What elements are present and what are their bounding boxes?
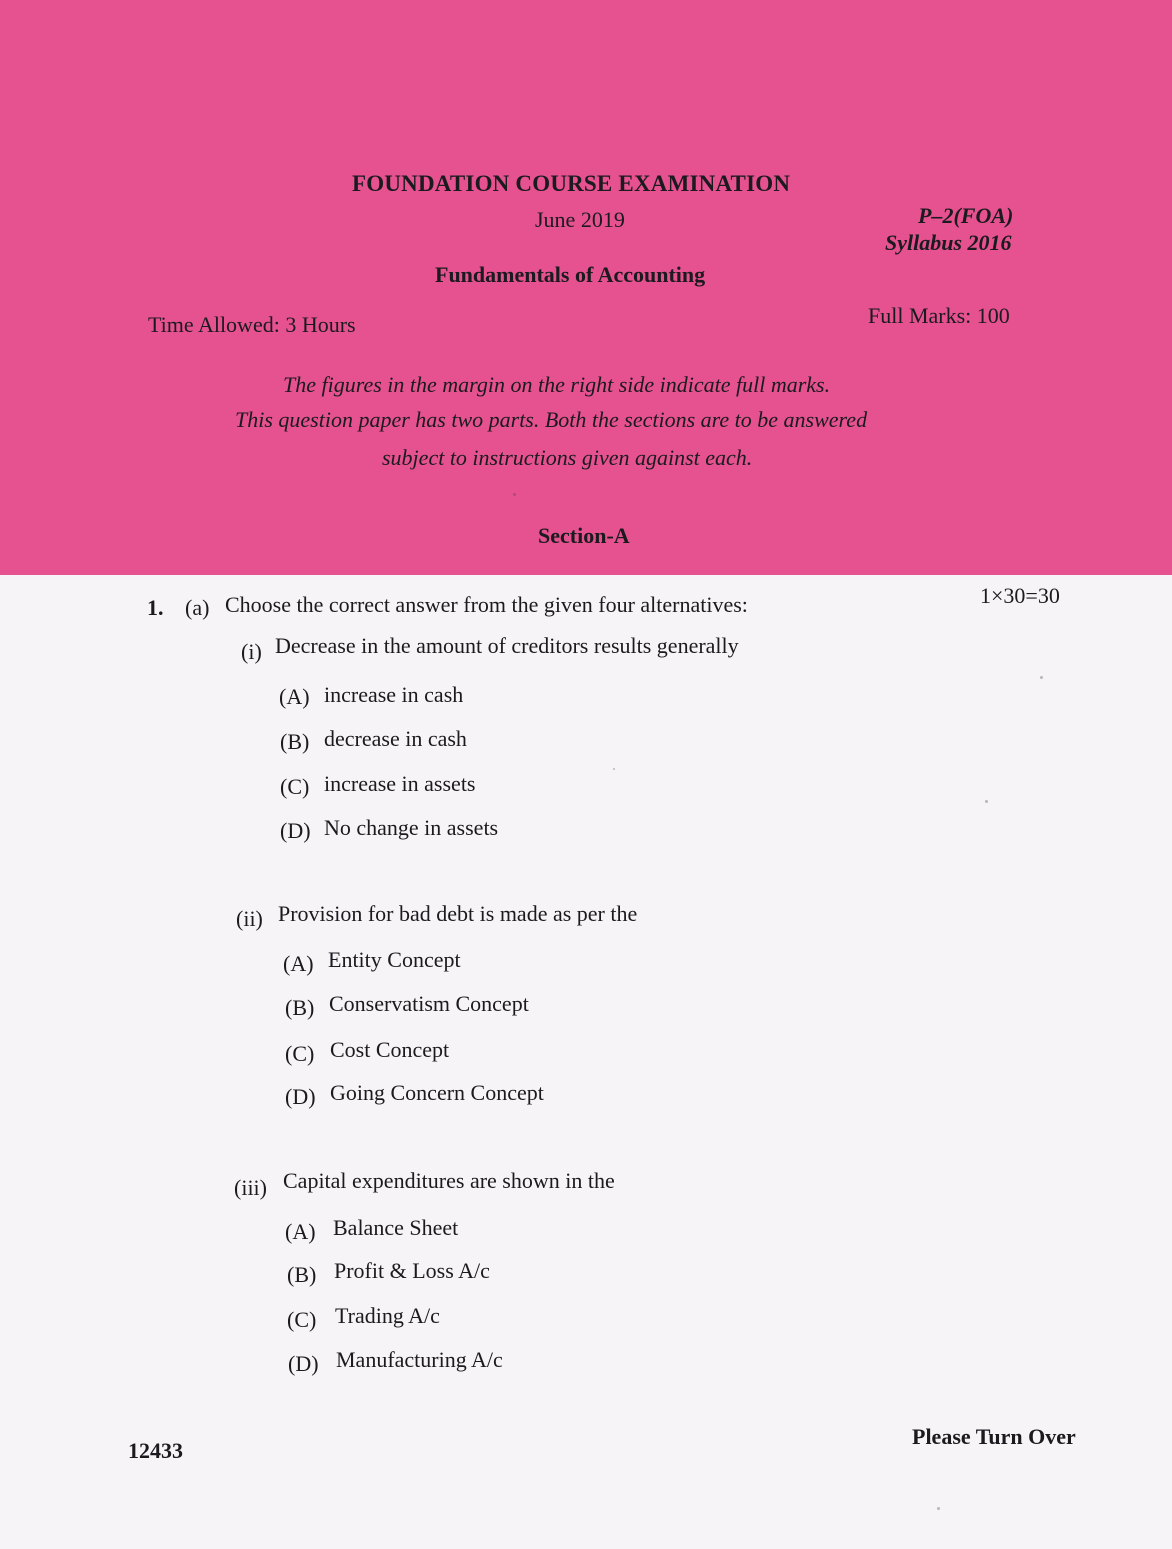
question-part-label: (a) [185,595,210,620]
scan-speck [613,768,615,770]
option-text: Cost Concept [330,1037,450,1062]
subquestion-label: (ii) [236,906,263,931]
instruction-line-1: The figures in the margin on the right side indicate full marks. [283,372,831,397]
header-band [0,0,1172,575]
option-label: (A) [279,684,310,709]
option-text: increase in assets [324,771,476,796]
full-marks: Full Marks: 100 [868,303,1010,328]
option-label: (C) [280,774,310,799]
option-label: (B) [285,995,315,1020]
subquestion-label: (iii) [234,1175,267,1200]
subquestion-text: Decrease in the amount of creditors results generally [275,633,739,658]
time-allowed: Time Allowed: 3 Hours [148,312,356,337]
option-label: (D) [288,1351,319,1376]
option-label: (A) [283,951,314,976]
option-text: increase in cash [324,682,464,707]
exam-date: June 2019 [535,207,625,232]
subject-title: Fundamentals of Accounting [435,262,706,287]
subquestion-text: Capital expenditures are shown in the [283,1168,615,1193]
scan-speck [513,493,516,496]
option-label: (C) [285,1041,315,1066]
paper-serial-code: 12433 [128,1438,183,1463]
option-label: (A) [285,1219,316,1244]
option-label: (B) [287,1262,317,1287]
instruction-line-3: subject to instructions given against each. [382,445,753,470]
option-text: Profit & Loss A/c [334,1258,490,1283]
question-marks: 1×30=30 [980,583,1060,608]
option-text: Conservatism Concept [329,991,529,1016]
section-title: Section-A [538,523,630,548]
option-text: Balance Sheet [333,1215,459,1240]
please-turn-over: Please Turn Over [912,1424,1076,1449]
scan-speck [937,1507,940,1510]
option-label: (D) [285,1084,316,1109]
question-number: 1. [147,595,164,620]
option-text: Going Concern Concept [330,1080,544,1105]
paper-code: P–2(FOA) [918,203,1014,228]
subquestion-label: (i) [241,639,262,664]
option-text: No change in assets [324,815,499,840]
syllabus: Syllabus 2016 [885,230,1012,255]
option-text: Trading A/c [335,1303,440,1328]
option-text: decrease in cash [324,726,467,751]
exam-title: FOUNDATION COURSE EXAMINATION [352,171,791,196]
scan-speck [985,800,988,803]
instruction-line-2: This question paper has two parts. Both the sections are to be answered [235,407,868,432]
option-label: (C) [287,1307,317,1332]
option-label: (D) [280,818,311,843]
option-label: (B) [280,729,310,754]
scan-speck [1040,676,1043,679]
question-instruction: Choose the correct answer from the given four alternatives: [225,592,748,617]
option-text: Manufacturing A/c [336,1347,503,1372]
option-text: Entity Concept [328,947,461,972]
subquestion-text: Provision for bad debt is made as per the [278,901,638,926]
